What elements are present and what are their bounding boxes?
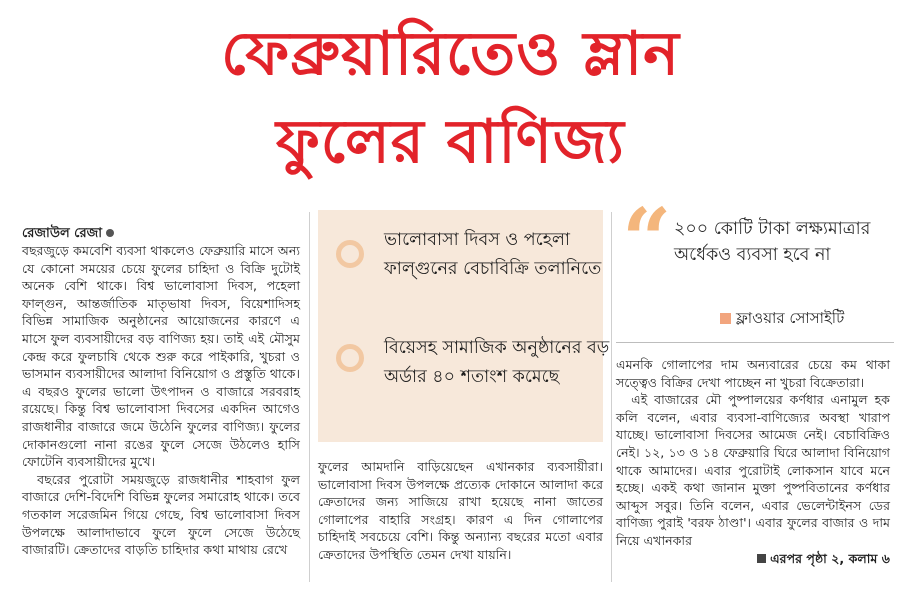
paragraph: বছরের পুরোটা সময়জুড়ে রাজধানীর শাহবাগ ফুল বাজারে দেশি-বিদেশি বিভিন্ন ফুলের সমারোহ থাকে। তবে গতকাল সরেজমিন গিয়ে গেছে, বিশ্ব ভালোবাসা দিবস উপলক্ষে আলাদাভাবে ফুলে ফুলে সেজে উঠেছে বাজারটি। ক্রেতাদের বাড়তি চাহিদার কথা মাথায় রেখে bbox=[22, 471, 300, 558]
circle-bullet-icon bbox=[336, 344, 364, 372]
article-column-2 bbox=[318, 458, 603, 564]
circle-bullet-icon bbox=[336, 240, 364, 268]
continuation-label: এরপর পৃষ্ঠা ২, কলাম ৬ bbox=[770, 550, 890, 566]
column-divider bbox=[309, 212, 310, 582]
paragraph: এই বাজারের মৌ পুষ্পালয়ের কর্ণধার এনামুল হক কলি বলেন, এবার ব্যবসা-বাণিজ্যের অবস্থা খারাপ যাচ্ছে। ভালোবাসা দিবসের আমেজ নেই। বেচাবিক্রিও নেই। ১২, ১৩ ও ১৪ ফেব্রুয়ারি ঘিরে আলাদা বিনিয়োগ থাকে আমাদের। এবার পুরোটাই লোকসান যাবে মনে হচ্ছে। একই কথা জানান মুক্তা পুষ্পবিতানের কর্ণধার আব্দুস সবুর। তিনি বলেন, এবার ভেলেন্টাইনস ডের বাণিজ্য পুরাই 'বরফ ঠাণ্ডা'। এবার ফুলের বাজার ও দাম নিয়ে এখানকার bbox=[616, 392, 890, 548]
highlight-quote bbox=[622, 190, 892, 332]
quote-text: ২০০ কোটি টাকা লক্ষ্যমাত্রার অর্ধেকও ব্যবসা হবে না bbox=[674, 219, 871, 265]
pull-quote-text: বিয়েসহ সামাজিক অনুষ্ঠানের বড় অর্ডার ৪০ শতাংশ কমেছে bbox=[384, 338, 610, 387]
headline-line-1: ফেব্রুয়ারিতেও ম্লান bbox=[221, 19, 680, 89]
pull-quote-2 bbox=[340, 334, 614, 392]
section-divider bbox=[616, 342, 894, 343]
headline-line-2: ফুলের বাণিজ্য bbox=[276, 107, 625, 177]
quote-source bbox=[720, 308, 844, 328]
quote-source-label: ফ্লাওয়ার সোসাইটি bbox=[736, 309, 845, 327]
byline-dot-icon bbox=[106, 229, 114, 237]
continuation-note bbox=[616, 550, 890, 568]
paragraph: এমনকি গোলাপের দাম অন্যবারের চেয়ে কম থাকা সত্ত্বেও বিক্রির দেখা পাচ্ছেন না খুচরা বিক্রেতারা। bbox=[616, 357, 890, 390]
pull-quote-1 bbox=[340, 226, 614, 284]
pull-quote-box bbox=[318, 210, 610, 442]
article-column-3 bbox=[616, 356, 890, 567]
byline bbox=[22, 225, 300, 242]
pull-quote-text: ভালোবাসা দিবস ও পহেলা ফাল্গুনের বেচাবিক্রি তলানিতে bbox=[384, 230, 602, 279]
article-column-1 bbox=[22, 225, 300, 559]
square-bullet-icon bbox=[720, 313, 731, 324]
column-divider bbox=[611, 212, 612, 582]
byline-author: রেজাউল রেজা bbox=[22, 226, 102, 241]
paragraph: বছরজুড়ে কমবেশি ব্যবসা থাকলেও ফেব্রুয়ারি মাসে অন্য যে কোনো সময়ের চেয়ে ফুলের চাহিদা ও বিক্রি দুটোই অনেক বেশি থাকে। বিশ্ব ভালোবাসা দিবস, পহেলা ফাল্গুন, আন্তর্জাতিক মাতৃভাষা দিবস, বিয়েশাদিসহ বিভিন্ন সামাজিক অনুষ্ঠানের আয়োজনের কারণে এ মাসে ফুল ব্যবসায়ীদের বড় বাণিজ্য হয়। তাই এই মৌসুম কেন্দ্র করে ফুলচাষি থেকে শুরু করে পাইকারি, খুচরা ও ভাসমান ব্যবসায়ীদের আলাদা বিনিয়োগ ও প্রস্তুতি থাকে। এ বছরও ফুলের ভালো উৎপাদন ও বাজারে সরবরাহ রয়েছে। কিন্তু বিশ্ব ভালোবাসা দিবসের একদিন আগেও রাজধানীর বাজারে জমে উঠেনি ফুলের বাণিজ্য। ফুলের দোকানগুলো নানা রঙের ফুলে সেজে উঠলেও হাসি ফোটেনি ব্যবসায়ীদের মুখে। bbox=[22, 243, 300, 470]
quote-mark-icon: “ bbox=[622, 190, 672, 291]
square-bullet-icon bbox=[757, 554, 766, 563]
paragraph: ফুলের আমদানি বাড়িয়েছেন এখানকার ব্যবসায়ীরা। ভালোবাসা দিবস উপলক্ষে প্রত্যেক দোকানে আলাদা করে ক্রেতাদের জন্য সাজিয়ে রাখা হয়েছে নানা জাতের গোলাপের বাহারি সংগ্রহ। কারণ এ দিন গোলাপের চাহিদাই সবচেয়ে বেশি। কিন্তু অন্যান্য বছরের মতো এবার ক্রেতাদের উপস্থিতি তেমন দেখা যায়নি। bbox=[318, 459, 603, 562]
